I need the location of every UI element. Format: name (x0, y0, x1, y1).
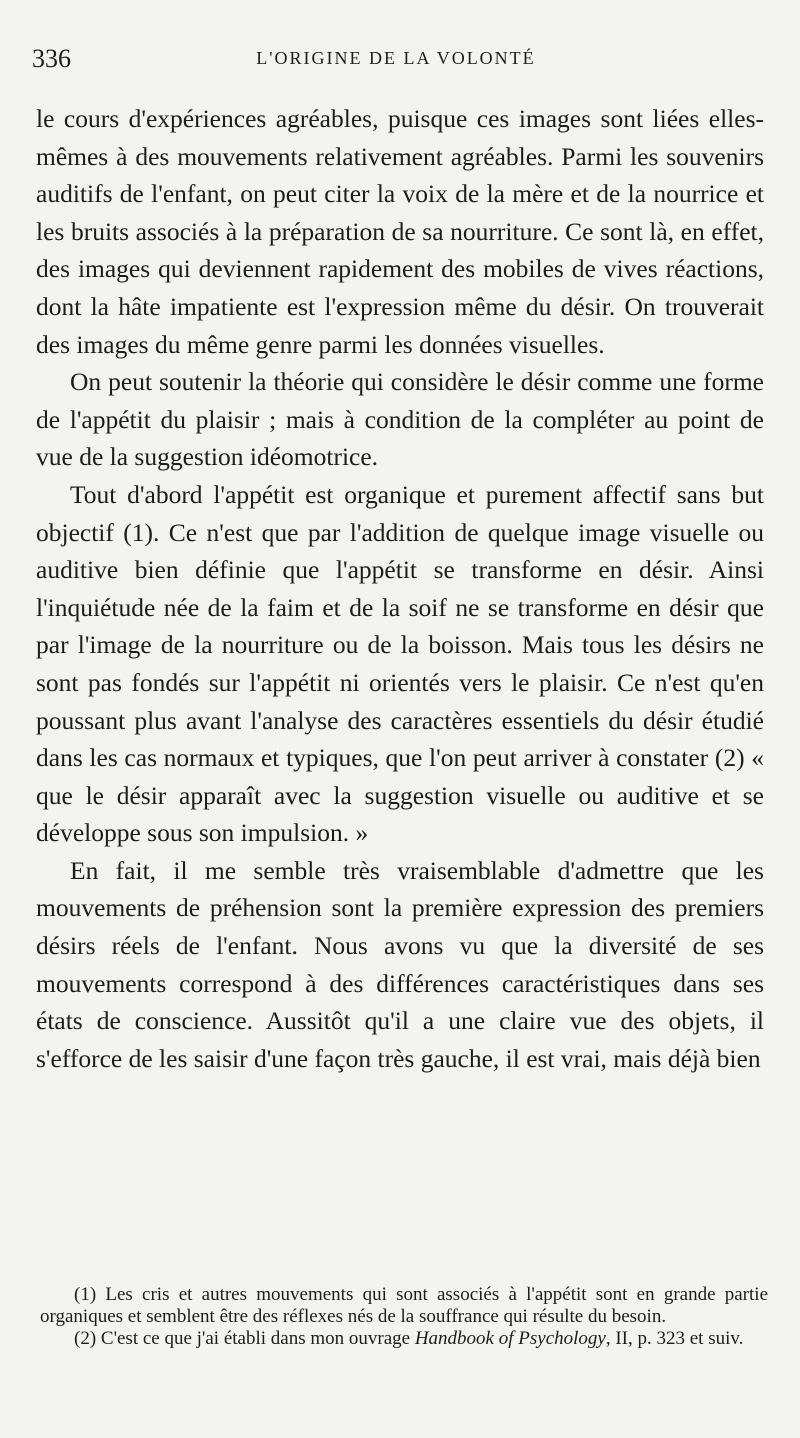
paragraph: On peut soutenir la théorie qui considère le désir comme une forme de l'appétit du plaisir ; mais à condition de la compléter au point de vue de la suggestion idéomotrice. (36, 367, 764, 472)
paragraph: Tout d'abord l'appétit est organique et purement affectif sans but objectif (1). Ce n'est que par l'addition de quelque image visuelle ou auditive bien définie que l'appétit se transforme en désir. Ainsi l'inquiétude née de la faim et de la soif ne se transforme en désir que par l'image de la nourriture ou de la boisson. Mais tous les désirs ne sont pas fondés sur l'appétit ni orientés vers le plaisir. Ce n'est qu'en poussant plus avant l'analyse des caractères essentiels du désir étudié dans les cas normaux et typiques, que l'on peut arriver à constater (2) « que le désir apparaît avec la suggestion visuelle ou auditive et se développe sous son impulsion. » (36, 479, 764, 848)
footnote-2-book-title: Handbook of Psychology (414, 1328, 606, 1349)
footnote-2-citation: , II, p. 323 et suiv. (605, 1328, 744, 1349)
page-header (32, 44, 760, 78)
footnote-2 (40, 1328, 768, 1350)
running-head: L'ORIGINE DE LA VOLONTÉ (256, 48, 536, 68)
page-number: 336 (32, 44, 71, 73)
footnotes (40, 1284, 768, 1350)
footnote-1: (1) Les cris et autres mouvements qui sont associés à l'appétit sont en grande partie organiques et semblent être des réflexes nés de la souffrance qui résulte du besoin. (40, 1284, 768, 1327)
body-text (36, 100, 764, 1077)
paragraph-continued: le cours d'expériences agréables, puisque ces images sont liées elles-mêmes à des mouvements relativement agréables. Parmi les souvenirs auditifs de l'enfant, on peut citer la voix de la mère et de la nourrice et les bruits associés à la préparation de sa nourriture. Ce sont là, en effet, des images qui deviennent rapidement des mobiles de vives réactions, dont la hâte impatiente est l'expression même du désir. On trouverait des images du même genre parmi les données visuelles. (36, 104, 764, 359)
footnote-2-text: (2) C'est ce que j'ai établi dans mon ouvrage (74, 1328, 415, 1349)
paragraph: En fait, il me semble très vraisemblable d'admettre que les mouvements de préhension sont la première expression des premiers désirs réels de l'enfant. Nous avons vu que la diversité de ses mouvements correspond à des différences caractéristiques dans ses états de conscience. Aussitôt qu'il a une claire vue des objets, il s'efforce de les saisir d'une façon très gauche, il est vrai, mais déjà bien (36, 855, 764, 1073)
